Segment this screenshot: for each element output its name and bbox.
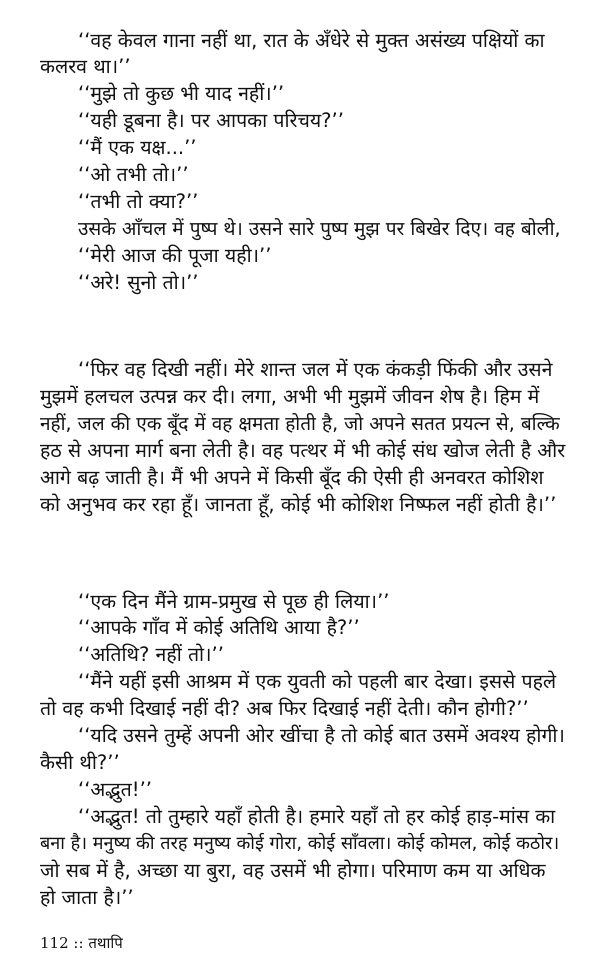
- text-line: आगे बढ़ जाती है। मैं भी अपने में किसी बूँद की ऐसी ही अनवरत कोशिश: [40, 466, 544, 489]
- text-line: मुझमें हलचल उत्पन्न कर दी। लगा, अभी भी मुझमें जीवन शेष है। हिम में: [40, 385, 540, 408]
- text-line: ‘‘अद्भुत! तो तुम्हारे यहाँ होती है। हमारे यहाँ तो हर कोई हाड़-मांस का: [78, 805, 556, 828]
- text-line: ‘‘अद्भुत!’’: [78, 778, 153, 801]
- page-footer: [40, 933, 123, 953]
- text-line: ‘‘मैंने यहीं इसी आश्रम में एक युवती को पहली बार देखा। इससे पहले: [78, 670, 557, 693]
- text-line: जो सब में है, अच्छा या बुरा, वह उसमें भी होगा। परिमाण कम या अधिक: [40, 859, 546, 882]
- text-line: कलरव था।’’: [40, 55, 131, 78]
- text-line: ‘‘यदि उसने तुम्हें अपनी ओर खींचा है तो कोई बात उसमें अवश्य होगी।: [78, 724, 565, 747]
- footer-separator: ::: [73, 934, 84, 952]
- text-line: ‘‘ओ तभी तो।’’: [78, 163, 189, 186]
- text-line: ‘‘तभी तो क्या?’’: [78, 190, 199, 213]
- text-line: को अनुभव कर रहा हूँ। जानता हूँ, कोई भी कोशिश निष्फल नहीं होती है।’’: [40, 493, 557, 516]
- text-line: हो जाता है।’’: [40, 886, 134, 909]
- text-line: ‘‘मैं एक यक्ष...’’: [78, 136, 197, 159]
- text-line: ‘‘अतिथि? नहीं तो।’’: [78, 643, 224, 666]
- text-line: कैसी थी?’’: [40, 751, 120, 774]
- book-title: तथापि: [88, 934, 123, 952]
- text-line: ‘‘एक दिन मैंने ग्राम-प्रमुख से पूछ ही लिया।’’: [78, 590, 390, 613]
- text-line: नहीं, जल की एक बूँद में वह क्षमता होती है, जो अपने सतत प्रयत्न से, बल्कि: [40, 413, 560, 435]
- text-line: उसके आँचल में पुष्प थे। उसने सारे पुष्प मुझ पर बिखेर दिए। वह बोली,: [78, 218, 561, 240]
- page-number: 112: [40, 934, 69, 952]
- text-line: ‘‘मेरी आज की पूजा यही।’’: [78, 244, 272, 267]
- text-line: ‘‘वह केवल गाना नहीं था, रात के अँधेरे से मुक्त असंख्य पक्षियों का: [78, 29, 545, 52]
- text-line: ‘‘आपके गाँव में कोई अतिथि आया है?’’: [78, 616, 360, 639]
- text-line: ‘‘यही डूबना है। पर आपका परिचय?’’: [78, 109, 344, 132]
- text-line: बना है। मनुष्य की तरह मनुष्य कोई गोरा, कोई साँवला। कोई कोमल, कोई कठोर।: [40, 833, 560, 854]
- text-line: ‘‘मुझे तो कुछ भी याद नहीं।’’: [78, 82, 285, 105]
- text-line: ‘‘फिर वह दिखी नहीं। मेरे शान्त जल में एक कंकड़ी फिंकी और उसने: [78, 358, 553, 381]
- text-line: ‘‘अरे! सुनो तो।’’: [78, 271, 199, 294]
- text-line: तो वह कभी दिखाई नहीं दी? अब फिर दिखाई नहीं देती। कौन होगी?’’: [40, 697, 529, 720]
- text-line: हठ से अपना मार्ग बना लेती है। वह पत्थर में भी कोई संध खोज लेती है और: [40, 439, 566, 462]
